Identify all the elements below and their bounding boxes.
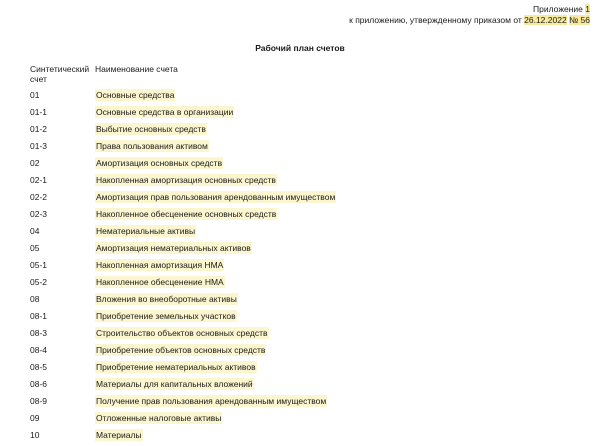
account-row (0, 191, 600, 208)
account-code: 04 (30, 226, 40, 236)
account-code: 08-4 (30, 345, 48, 355)
document-header (349, 4, 590, 26)
account-name: Амортизация основных средств (96, 158, 223, 168)
account-row (0, 429, 600, 446)
account-name: Амортизация нематериальных активов (96, 243, 251, 253)
account-code: 02-1 (30, 175, 48, 185)
account-name: Отложенные налоговые активы (96, 413, 222, 423)
account-name: Основные средства (96, 90, 175, 100)
account-row (0, 123, 600, 140)
account-row (0, 259, 600, 276)
account-code: 10 (30, 430, 40, 440)
account-row (0, 327, 600, 344)
account-row (0, 276, 600, 293)
account-code: 02 (30, 158, 40, 168)
account-code: 08-1 (30, 311, 48, 321)
account-code: 05-1 (30, 260, 48, 270)
account-code: 08-5 (30, 362, 48, 372)
account-code: 05-2 (30, 277, 48, 287)
account-row (0, 395, 600, 412)
account-code: 08-9 (30, 396, 48, 406)
account-row (0, 378, 600, 395)
account-name: Основные средства в организации (96, 107, 234, 117)
account-row (0, 174, 600, 191)
account-name: Накопленное обесценение НМА (96, 277, 224, 287)
account-name: Получение прав пользования арендованным имуществом (96, 396, 327, 406)
appendix-label: Приложение (533, 4, 586, 14)
account-row (0, 242, 600, 259)
account-name: Материалы (96, 430, 142, 440)
page-title: Рабочий план счетов (255, 43, 345, 53)
column-header-name: Наименование счета (95, 64, 178, 74)
account-name: Приобретение нематериальных активов (96, 362, 256, 372)
order-date: 26.12.2022 (524, 15, 567, 25)
account-code: 08 (30, 294, 40, 304)
account-code: 08-3 (30, 328, 48, 338)
account-name: Права пользования активом (96, 141, 208, 151)
account-name: Приобретение объектов основных средств (96, 345, 266, 355)
account-name: Накопленная амортизация основных средств (96, 175, 276, 185)
account-row (0, 412, 600, 429)
account-code: 01 (30, 90, 40, 100)
account-name: Приобретение земельных участков (96, 311, 236, 321)
account-name: Материалы для капитальных вложений (96, 379, 253, 389)
account-row (0, 225, 600, 242)
account-code: 09 (30, 413, 40, 423)
account-row (0, 293, 600, 310)
account-code: 01-2 (30, 124, 48, 134)
account-row (0, 140, 600, 157)
order-number: № 56 (569, 15, 590, 25)
account-code: 05 (30, 243, 40, 253)
account-name: Вложения во внеоборотные активы (96, 294, 237, 304)
order-reference-line (349, 15, 590, 26)
account-name: Накопленная амортизация НМА (96, 260, 224, 270)
account-name: Накопленное обесценение основных средств (96, 209, 277, 219)
account-row (0, 310, 600, 327)
account-name: Нематериальные активы (96, 226, 196, 236)
account-code: 01-3 (30, 141, 48, 151)
column-header-code-line1: Синтетический (30, 64, 90, 74)
account-code: 02-3 (30, 209, 48, 219)
account-row (0, 208, 600, 225)
column-header-code (30, 64, 89, 84)
order-reference-label: к приложению, утвержденному приказом от (349, 15, 525, 25)
account-row (0, 89, 600, 106)
account-code: 01-1 (30, 107, 48, 117)
account-code: 02-2 (30, 192, 48, 202)
appendix-number: 1 (585, 4, 590, 14)
account-code: 08-6 (30, 379, 48, 389)
accounts-list (0, 89, 600, 446)
account-name: Строительство объектов основных средств (96, 328, 268, 338)
account-name: Амортизация прав пользования арендованным имуществом (96, 192, 336, 202)
account-row (0, 361, 600, 378)
account-row (0, 106, 600, 123)
account-row (0, 157, 600, 174)
account-name: Выбытие основных средств (96, 124, 206, 134)
column-header-code-line2: счет (30, 74, 47, 84)
account-row (0, 344, 600, 361)
appendix-line (349, 4, 590, 15)
